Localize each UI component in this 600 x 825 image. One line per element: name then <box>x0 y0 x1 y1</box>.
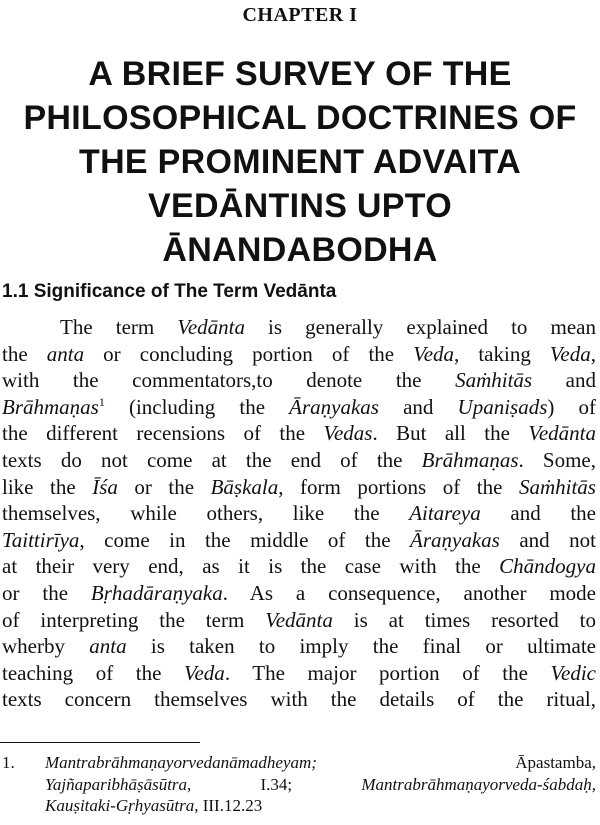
paragraph-line <box>2 660 596 687</box>
text-run: The term <box>60 315 178 339</box>
paragraph-line <box>2 686 596 713</box>
text-run: and <box>532 368 596 393</box>
footnote <box>0 752 596 817</box>
text-run: (including the <box>104 394 290 419</box>
italic-term: Chāndogya <box>499 554 596 579</box>
italic-term: Vedic <box>550 660 597 685</box>
italic-term: Mantrabrāhmaṇayorveda-śabdaḥ, <box>361 774 596 794</box>
italic-term: Bṛhadāraṇyaka <box>90 580 223 605</box>
italic-term: Saṁhitās <box>455 368 533 393</box>
text-run: I.34; <box>191 774 362 794</box>
italic-term: Āraṇyakas <box>289 394 379 419</box>
text-run: or the <box>117 474 211 499</box>
text-run: the <box>2 341 47 366</box>
paragraph-line <box>2 607 596 634</box>
italic-term: Yajñaparibhāṣāsūtra, <box>45 774 192 794</box>
footnote-line <box>45 752 596 774</box>
italic-term: Veda <box>413 341 455 366</box>
text-run: or the <box>2 580 91 605</box>
paragraph-line <box>2 314 596 341</box>
text-run: and not <box>499 527 596 552</box>
italic-term: Vedānta <box>265 607 333 632</box>
chapter-title <box>0 52 600 272</box>
text-run: is at times resorted to <box>332 607 596 632</box>
paragraph-line <box>2 394 596 421</box>
text-run: themselves, while others, like the <box>2 501 410 526</box>
title-line: THE PROMINENT ADVAITA <box>79 143 521 181</box>
text-run: wherby <box>2 634 90 659</box>
footnote-reference: 1 <box>98 394 105 409</box>
section-heading: 1.1 Significance of The Term Vedānta <box>2 281 337 302</box>
paragraph-line <box>2 500 596 527</box>
italic-term: Bāṣkala <box>210 474 279 499</box>
italic-term: anta <box>46 341 85 366</box>
italic-term: Brāhmaṇas <box>421 447 519 472</box>
title-line: VEDĀNTINS UPTO <box>148 187 452 225</box>
text-run: , taking <box>454 341 550 366</box>
title-line: PHILOSOPHICAL DOCTRINES OF <box>23 99 577 137</box>
italic-term: Vedānta <box>528 421 596 446</box>
text-run: ) of <box>547 394 596 419</box>
text-run: teaching of the <box>2 660 184 685</box>
paragraph-line <box>2 341 596 368</box>
italic-term: Īśa <box>92 474 118 499</box>
italic-term: Āraṇyakas <box>410 527 500 552</box>
text-run: is taken to imply the final or ultimate <box>126 634 596 659</box>
text-run: texts do not come at the end of the <box>2 447 422 472</box>
footnote-text <box>0 752 596 817</box>
footnote-line <box>45 795 596 817</box>
text-run: Āpastamba, <box>316 753 596 772</box>
italic-term: Veda <box>549 341 591 366</box>
text-run: is generally explained to mean <box>244 315 596 339</box>
footnote-number: 1. <box>2 753 15 772</box>
text-run: , <box>590 341 596 366</box>
italic-term: Kauṣitaki-Gṛhyasūtra, <box>45 796 199 815</box>
text-run: . Some, <box>518 447 596 472</box>
text-run: III.12.23 <box>198 796 263 815</box>
text-run: . As a consequence, another mode <box>222 580 596 605</box>
paragraph-line <box>2 580 596 607</box>
italic-term: anta <box>89 634 127 659</box>
text-run: texts concern themselves with the details of the ritual, <box>2 687 596 712</box>
italic-term: Vedas <box>323 421 373 446</box>
footnote-divider <box>0 742 200 743</box>
text-run: and the <box>480 501 596 526</box>
paragraph-line <box>2 447 596 474</box>
text-run: at their very end, as it is the case with the <box>2 554 500 579</box>
text-run: with the commentators,to denote the <box>2 368 456 393</box>
paragraph-line <box>2 527 596 554</box>
text-run: . But all the <box>372 421 529 446</box>
italic-term: Upaniṣads <box>457 394 548 419</box>
italic-term: Brāhmaṇas <box>2 394 99 419</box>
body-paragraph <box>2 314 596 713</box>
text-run: . The major portion of the <box>224 660 551 685</box>
text-run: and <box>378 394 458 419</box>
paragraph-line <box>2 367 596 394</box>
italic-term: Aitareya <box>409 501 481 526</box>
paragraph-line <box>2 633 596 660</box>
paragraph-line <box>2 474 596 501</box>
italic-term: Vedānta <box>177 315 245 339</box>
title-line: ĀNANDABODHA <box>162 231 438 269</box>
italic-term: Saṁhitās <box>518 474 596 499</box>
italic-term: Veda <box>183 660 225 685</box>
title-line: A BRIEF SURVEY OF THE <box>88 55 512 93</box>
italic-term: Taittirīya <box>2 527 80 552</box>
paragraph-line <box>2 553 596 580</box>
chapter-label: CHAPTER I <box>242 4 358 26</box>
text-run: the different recensions of the <box>2 421 324 446</box>
text-run: or concluding portion of the <box>84 341 414 366</box>
italic-term: Mantrabrāhmaṇayorvedanāmadheyam; <box>45 753 317 772</box>
text-run: , come in the middle of the <box>79 527 411 552</box>
footnote-line <box>45 774 596 796</box>
text-run: of interpreting the term <box>2 607 266 632</box>
text-run: , form portions of the <box>278 474 519 499</box>
paragraph-line <box>2 420 596 447</box>
text-run: like the <box>2 474 93 499</box>
